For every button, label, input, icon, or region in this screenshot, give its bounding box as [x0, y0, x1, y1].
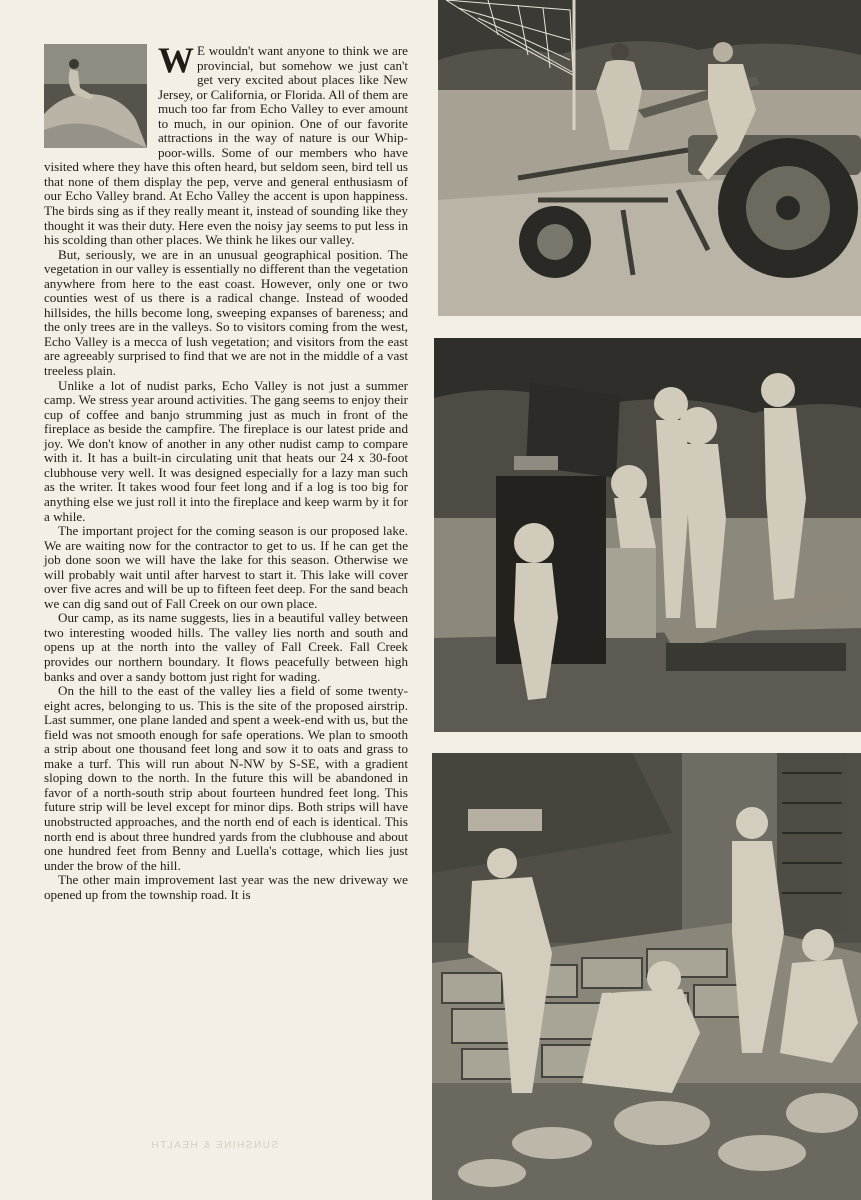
article-paragraph-2: But, seriously, we are in an unusual geographical position. The vegetation in our valley is essentially no different than the vegetation anywhere from here to the east coast. However, only one or two counties west of us there is a radical change. Instead of wooded hillsides, the hills become long, sweeping expanses of bareness; and the only trees are in the valleys. So to visitors coming from the west, Echo Valley is a mecca of lush vegetation; and visitors from the east are agreeably surprised to find that we are not in the middle of a vast treeless plain. — [44, 246, 408, 379]
photo-tractor-graphic — [438, 0, 861, 316]
photo-children-phonograph — [434, 338, 861, 732]
article-column — [44, 40, 408, 902]
article-paragraph-4: The important project for the coming season is our proposed lake. We are waiting now for the contractor to get to us. If he can get the job done soon we will have the lake for this season. Otherwise we will probably wait until after harvest to start it. This lake will cover over five acres and will be up to fifteen feet deep. For the sand beach we can dig sand out of Fall Creek on our own place. — [44, 523, 408, 611]
photo-children-phonograph-graphic — [434, 338, 861, 732]
article-paragraph-7: The other main improvement last year was the new driveway we opened up from the township road. It is — [44, 872, 408, 902]
drop-cap: W — [158, 40, 194, 80]
article-paragraph-3: Unlike a lot of nudist parks, Echo Valley is not just a summer camp. We stress year around activities. The gang seems to enjoy their cup of coffee and banjo strumming just as much in front of the fireplace as beside the campfire. The fireplace is our latest pride and joy. We don't know of another in any other nudist camp to compare with it. It has a built-in circulating unit that heats our 24 x 30-foot clubhouse very well. It was designed especially for a lazy man such as the writer. It takes wood four feet long and if a log is too big for anything else we just roll it into the fireplace and keep warm by it for a while. — [44, 377, 408, 524]
article-paragraph-5: Our camp, as its name suggests, lies in a beautiful valley between two interesting wooded hills. The valley lies north and south and opens up at the north into the valley of Fall Creek. Fall Creek provides our northern boundary. It flows peacefully between high banks and over a sandy bottom just right for wading. — [44, 610, 408, 684]
article-paragraph-1: E wouldn't want anyone to think we are provincial, but somehow we just can't get very excited about places like New Jersey, or California, or Florida. All of them are much too far from Echo Valley to ever amount to much, in our opinion. One of our favorite attractions in the way of nature is our Whip-poor-wills. Some of our members who have visited where they have this often heard, but seldom seen, bird tell us that none of them display the pep, verve and general enthusiasm of our Echo Valley brand. At Echo Valley the accent is upon happiness. The birds sing as if they really meant it, instead of sounding like they thought it was their duty. Here even the noisy jay seems to put less in his scolding than other places. We think he likes our valley. — [44, 43, 408, 248]
photo-tractor — [438, 0, 861, 316]
article-paragraph-6: On the hill to the east of the valley lies a field of some twenty-eight acres, belonging to us. This is the site of the proposed airstrip. Last summer, one plane landed and spent a week-end with us, but the field was not smooth enough for safe operations. We plan to smooth a strip about one thousand feet long and sow it to oats and grass to make a turf. This will run about N-NW by S-SE, with a gradient sloping down to the north. In the future this will be abandoned in favor of a north-south strip about fourteen hundred feet long. This future strip will be level except for minor dips. Both strips will have unobstructed approaches, and the north end of each is identical. This north end is about three hundred yards from the clubhouse and about one hundred feet from Benny and Luella's cottage, which lies just under the brow of the hill. — [44, 683, 408, 873]
photo-stone-wall-builders — [432, 753, 861, 1200]
photo-stone-wall-builders-graphic — [432, 753, 861, 1200]
inset-photo-woman-on-rock — [44, 44, 147, 148]
reverse-page-showthrough: SUNSHINE & HEALTH — [150, 1140, 279, 1151]
inset-photo-graphic — [44, 44, 147, 148]
